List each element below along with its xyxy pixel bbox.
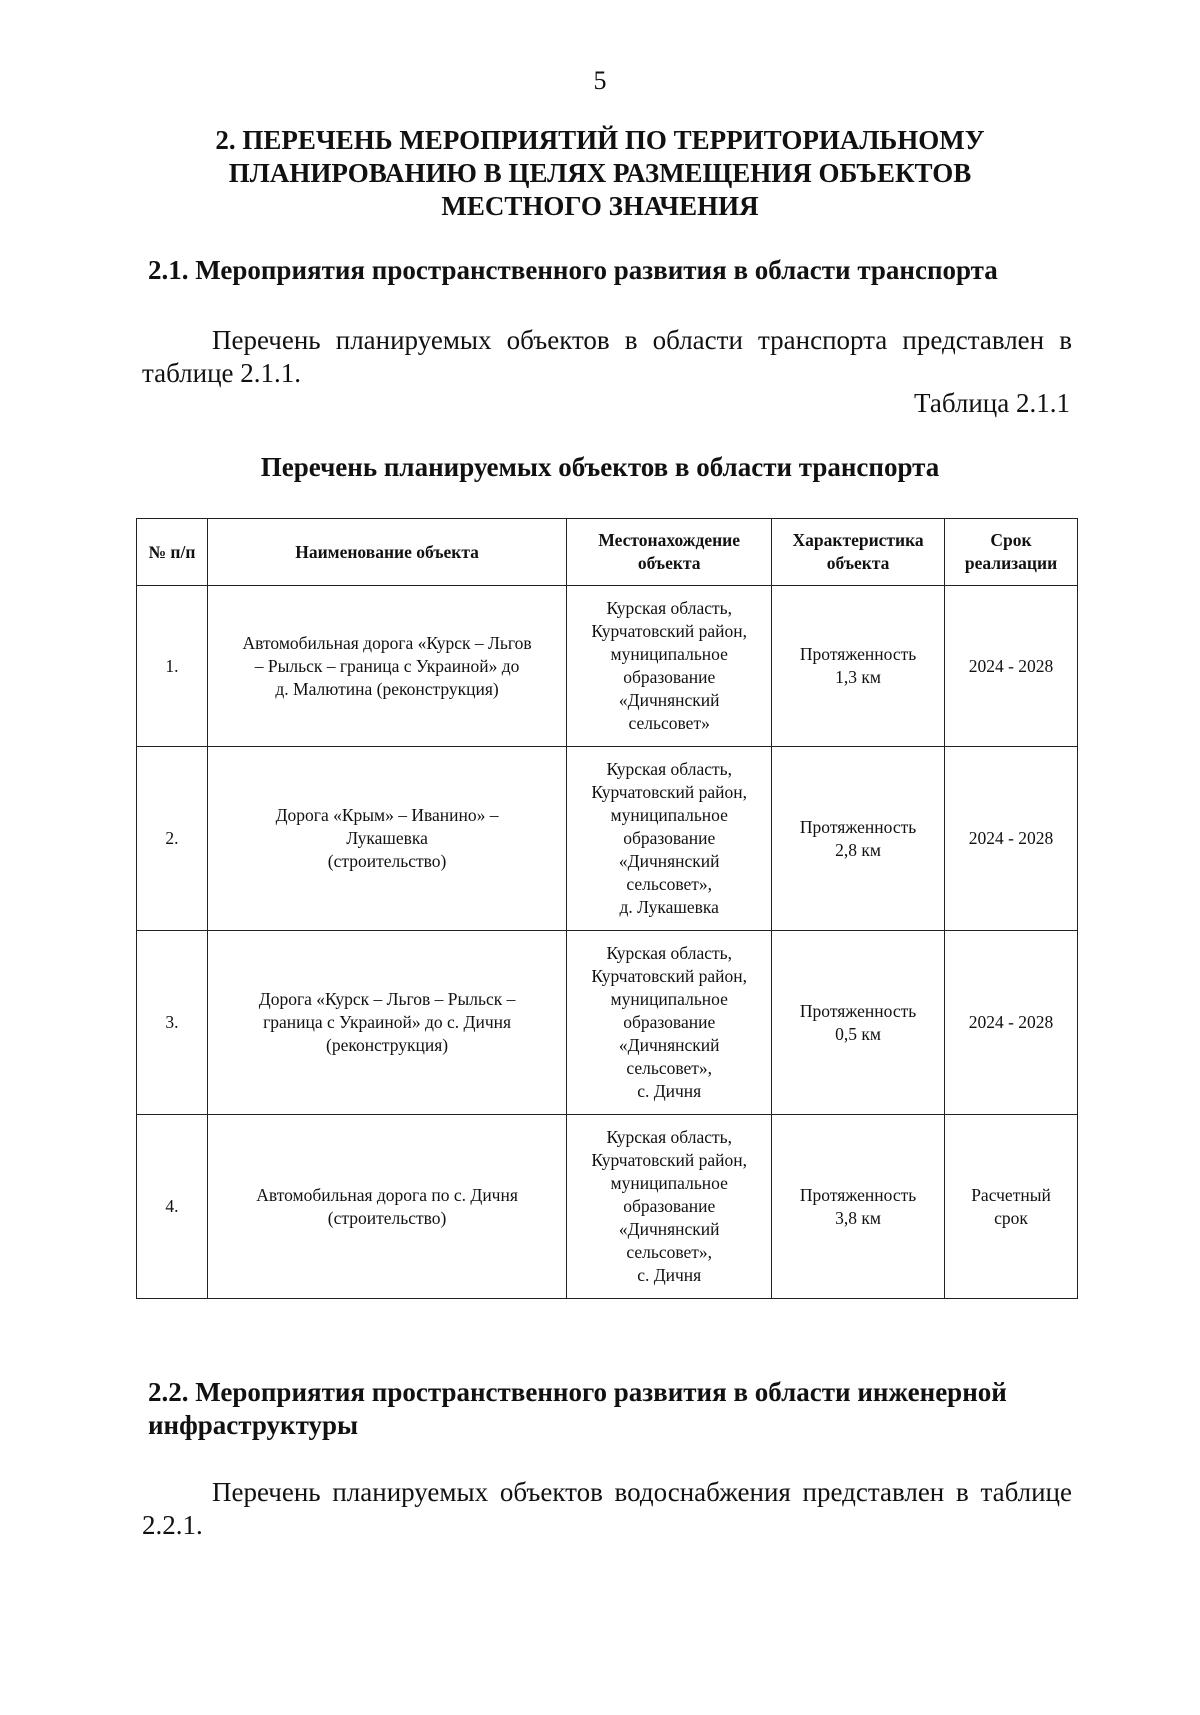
cell-num: 4. <box>137 1115 208 1299</box>
main-title-line: 2. ПЕРЕЧЕНЬ МЕРОПРИЯТИЙ ПО ТЕРРИТОРИАЛЬНОМУ <box>215 125 985 155</box>
cell-term: 2024 - 2028 <box>945 931 1078 1115</box>
cell-location: Курская область, Курчатовский район, муниципальное образование «Дичнянский сельсовет», д. Лукашевка <box>567 747 772 931</box>
section-2-1-paragraph: Перечень планируемых объектов в области транспорта представлен в таблице 2.1.1. <box>142 325 1072 388</box>
cell-term: Расчетный срок <box>945 1115 1078 1299</box>
table-header-row <box>137 519 1078 586</box>
cell-location: Курская область, Курчатовский район, муниципальное образование «Дичнянский сельсовет» <box>567 586 772 747</box>
header-num: № п/п <box>137 519 208 586</box>
table-row <box>137 747 1078 931</box>
cell-num: 1. <box>137 586 208 747</box>
main-title <box>150 124 1050 223</box>
table-row <box>137 1115 1078 1299</box>
cell-num: 2. <box>137 747 208 931</box>
cell-term: 2024 - 2028 <box>945 586 1078 747</box>
planned-objects-table <box>136 518 1078 1299</box>
header-location: Местонахождение объекта <box>567 519 772 586</box>
cell-location: Курская область, Курчатовский район, муниципальное образование «Дичнянский сельсовет», с. Дичня <box>567 931 772 1115</box>
table-row <box>137 931 1078 1115</box>
cell-name: Автомобильная дорога по с. Дичня (строительство) <box>207 1115 566 1299</box>
table-label: Таблица 2.1.1 <box>914 388 1070 418</box>
cell-term: 2024 - 2028 <box>945 747 1078 931</box>
cell-name: Автомобильная дорога «Курск – Льгов – Рыльск – граница с Украиной» до д. Малютина (реконструкция) <box>207 586 566 747</box>
main-title-line: ПЛАНИРОВАНИЮ В ЦЕЛЯХ РАЗМЕЩЕНИЯ ОБЪЕКТОВ <box>228 158 972 188</box>
cell-characteristic: Протяженность 1,3 км <box>772 586 945 747</box>
cell-name: Дорога «Крым» – Иванино» – Лукашевка (строительство) <box>207 747 566 931</box>
page-number: 5 <box>593 66 607 95</box>
table-title: Перечень планируемых объектов в области транспорта <box>260 452 940 482</box>
table-row <box>137 586 1078 747</box>
main-title-line: МЕСТНОГО ЗНАЧЕНИЯ <box>441 191 759 221</box>
section-2-1-heading: 2.1. Мероприятия пространственного развития в области транспорта <box>148 255 998 285</box>
cell-num: 3. <box>137 931 208 1115</box>
cell-name: Дорога «Курск – Льгов – Рыльск – граница с Украиной» до с. Дичня (реконструкция) <box>207 931 566 1115</box>
cell-location: Курская область, Курчатовский район, муниципальное образование «Дичнянский сельсовет», с. Дичня <box>567 1115 772 1299</box>
header-characteristic: Характеристика объекта <box>772 519 945 586</box>
header-term: Срок реализации <box>945 519 1078 586</box>
section-2-2-heading: 2.2. Мероприятия пространственного развития в области инженерной инфраструктуры <box>148 1377 1007 1440</box>
cell-characteristic: Протяженность 3,8 км <box>772 1115 945 1299</box>
section-2-2-paragraph: Перечень планируемых объектов водоснабжения представлен в таблице 2.2.1. <box>142 1477 1072 1540</box>
cell-characteristic: Протяженность 2,8 км <box>772 747 945 931</box>
header-name: Наименование объекта <box>207 519 566 586</box>
cell-characteristic: Протяженность 0,5 км <box>772 931 945 1115</box>
